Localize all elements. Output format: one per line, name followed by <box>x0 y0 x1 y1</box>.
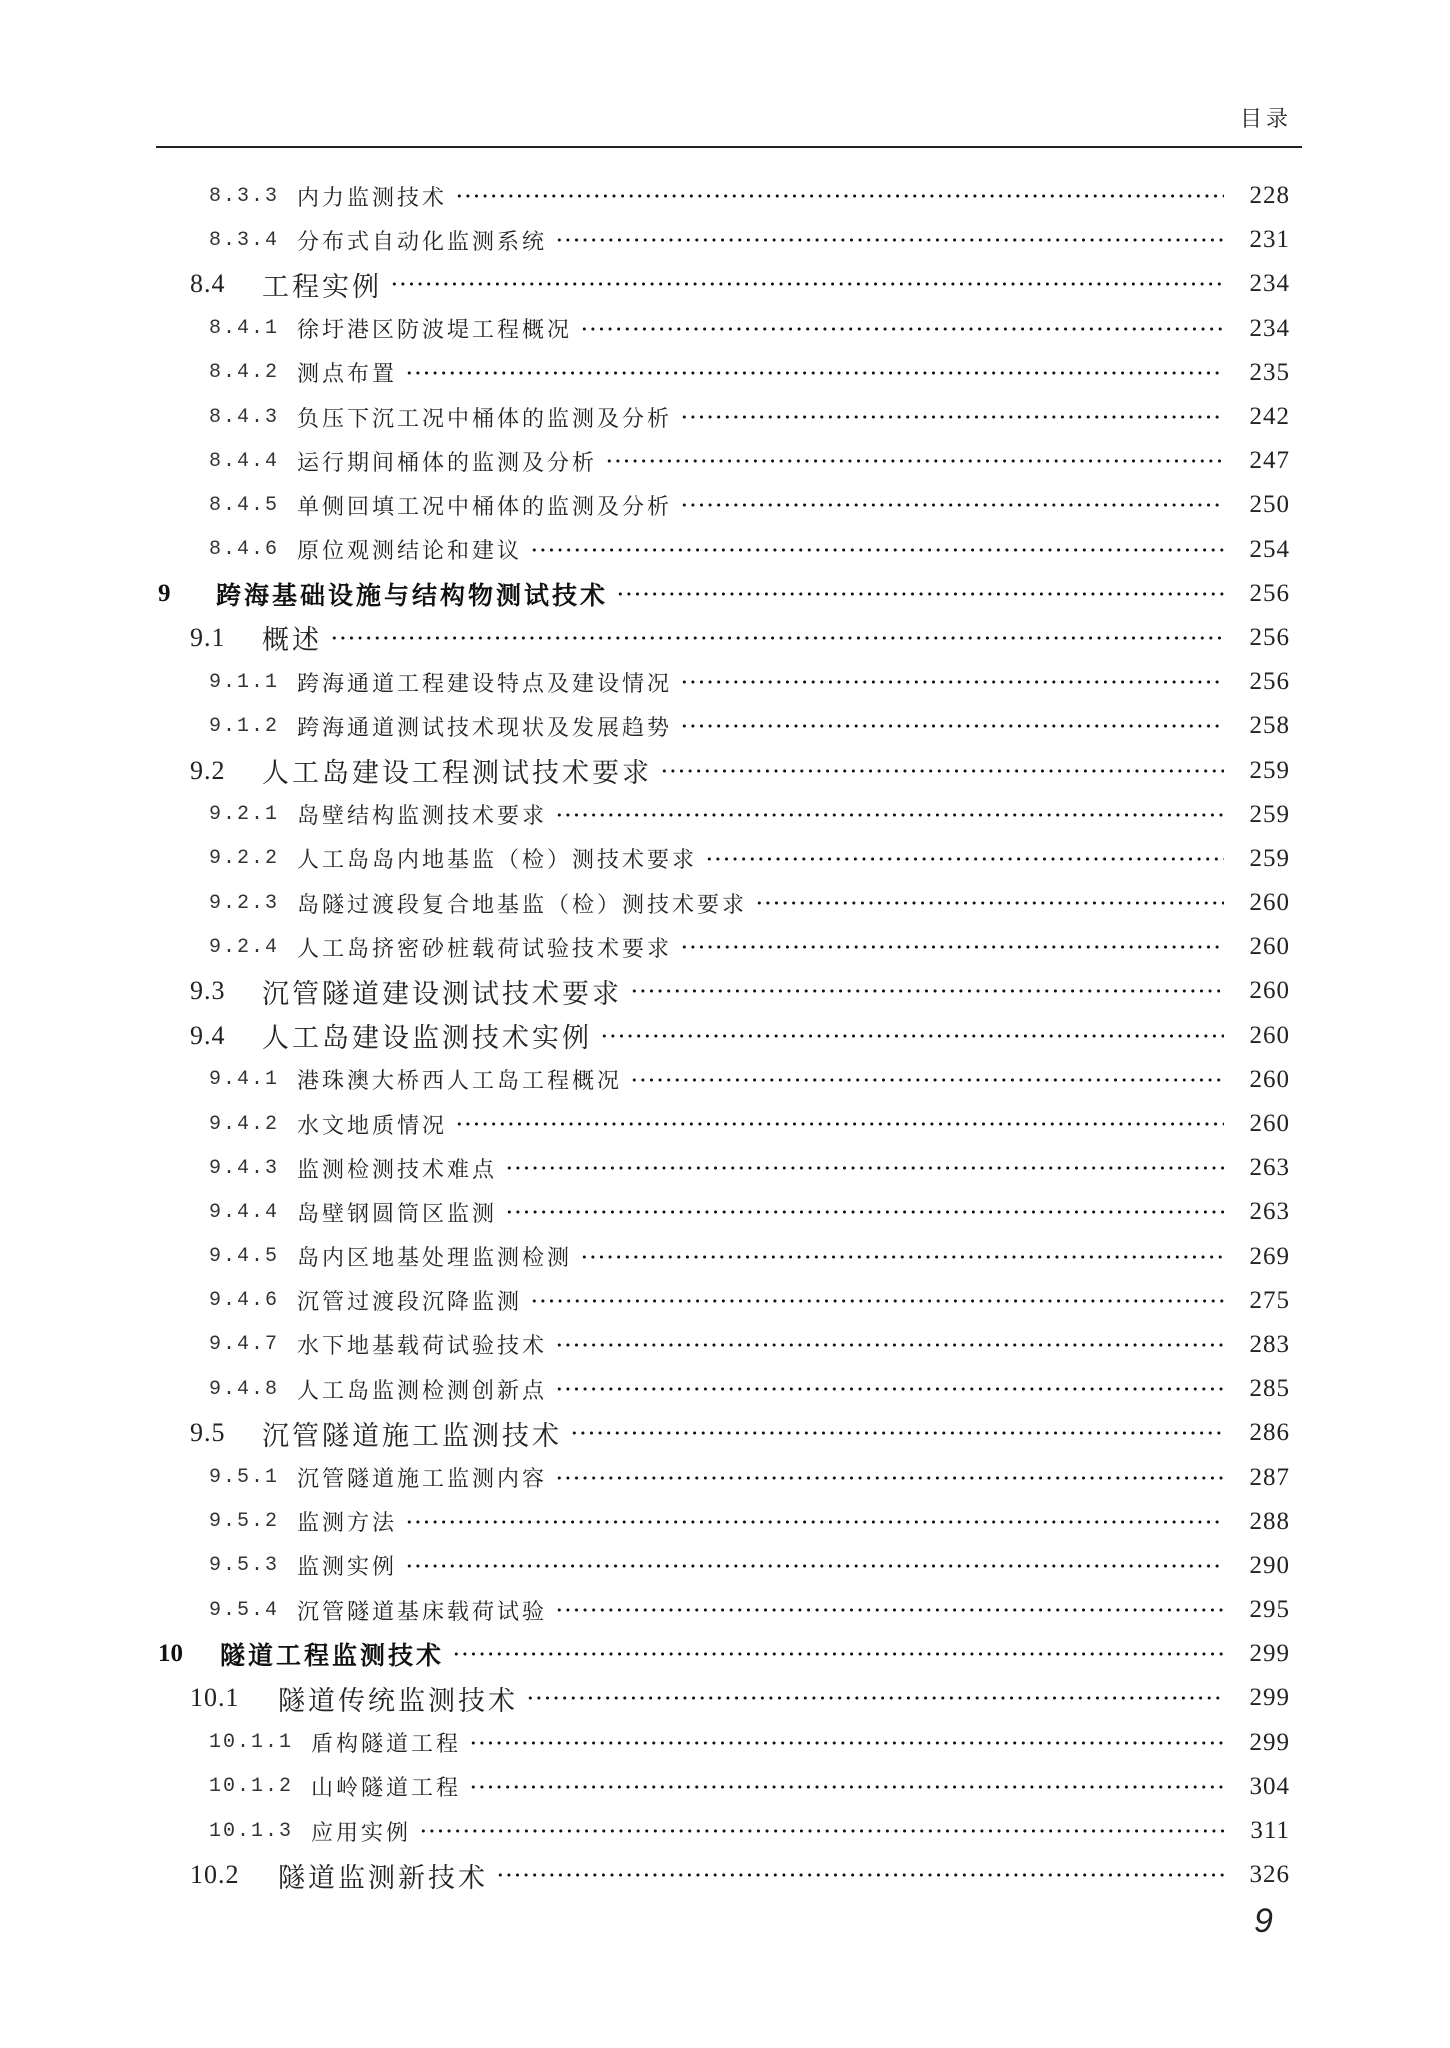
toc-entry-title: 盾构隧道工程 <box>311 1732 462 1758</box>
toc-entry-page: 286 <box>1249 1419 1290 1447</box>
toc-entry-page: 263 <box>1249 1154 1290 1182</box>
toc-entry-page: 228 <box>1249 182 1290 210</box>
toc-entry-number: 9.4.8 <box>209 1377 280 1401</box>
toc-subsection-entry[interactable] <box>0 1146 1450 1190</box>
toc-entry-number: 8.3.4 <box>209 228 280 252</box>
toc-entry-title: 山岭隧道工程 <box>311 1776 462 1802</box>
toc-entry-title: 分布式自动化监测系统 <box>297 229 548 255</box>
dot-leader <box>580 324 1224 334</box>
toc-entry-title: 工程实例 <box>262 271 382 303</box>
toc-entry-title: 隧道工程监测技术 <box>220 1641 445 1671</box>
running-header-title: 目录 <box>1239 107 1292 132</box>
toc-entry-title: 跨海基础设施与结构物测试技术 <box>216 580 609 610</box>
toc-entry-page: 256 <box>1249 579 1290 607</box>
dot-leader <box>555 1384 1224 1394</box>
toc-entry-title: 水下地基载荷试验技术 <box>297 1334 548 1360</box>
toc-entry-number: 9.4.1 <box>209 1068 280 1092</box>
toc-entry-number: 8.4.1 <box>209 317 280 341</box>
toc-subsection-entry[interactable] <box>0 1588 1450 1632</box>
toc-entry-page: 235 <box>1249 358 1290 386</box>
toc-entry-number: 10.1.1 <box>209 1731 294 1755</box>
toc-entry-number: 9 <box>158 579 171 607</box>
dot-leader <box>755 898 1224 908</box>
toc-entry-title: 沉管过渡段沉降监测 <box>297 1290 523 1316</box>
toc-entry-number: 9.4.5 <box>209 1245 280 1269</box>
toc-entry-page: 299 <box>1249 1728 1290 1756</box>
toc-section-entry[interactable] <box>0 1411 1450 1455</box>
toc-section-entry[interactable] <box>0 1676 1450 1720</box>
dot-leader <box>405 1561 1224 1571</box>
toc-entry-number: 9.1.2 <box>209 714 280 738</box>
toc-subsection-entry[interactable] <box>0 1235 1450 1279</box>
toc-entry-page: 260 <box>1249 889 1290 917</box>
toc-entry-number: 8.4 <box>190 269 226 299</box>
toc-subsection-entry[interactable] <box>0 439 1450 483</box>
toc-subsection-entry[interactable] <box>0 395 1450 439</box>
toc-entry-number: 8.3.3 <box>209 184 280 208</box>
toc-entry-page: 326 <box>1249 1861 1290 1889</box>
toc-chapter-entry[interactable] <box>0 1632 1450 1676</box>
dot-leader <box>555 1473 1224 1483</box>
toc-entry-page: 260 <box>1249 977 1290 1005</box>
dot-leader <box>455 191 1224 201</box>
toc-subsection-entry[interactable] <box>0 528 1450 572</box>
toc-entry-title: 隧道传统监测技术 <box>278 1685 518 1717</box>
toc-entry-number: 10 <box>158 1640 183 1668</box>
toc-entry-number: 9.5 <box>190 1418 226 1448</box>
toc-entry-title: 人工岛监测检测创新点 <box>297 1378 548 1404</box>
dot-leader <box>630 986 1224 996</box>
toc-subsection-entry[interactable] <box>0 351 1450 395</box>
toc-subsection-entry[interactable] <box>0 1500 1450 1544</box>
toc-entry-number: 9.2.4 <box>209 935 280 959</box>
toc-entry-page: 269 <box>1249 1242 1290 1270</box>
toc-entry-title: 测点布置 <box>297 362 398 388</box>
dot-leader <box>505 1207 1224 1217</box>
dot-leader <box>630 1075 1224 1085</box>
dot-leader <box>405 368 1224 378</box>
toc-section-entry[interactable] <box>0 969 1450 1013</box>
toc-subsection-entry[interactable] <box>0 1809 1450 1853</box>
toc-entry-number: 9.4.4 <box>209 1200 280 1224</box>
dot-leader <box>680 500 1224 510</box>
toc-subsection-entry[interactable] <box>0 1323 1450 1367</box>
toc-entry-number: 10.1 <box>190 1683 240 1713</box>
toc-entry-page: 299 <box>1249 1684 1290 1712</box>
toc-entry-title: 内力监测技术 <box>297 185 448 211</box>
toc-subsection-entry[interactable] <box>0 1455 1450 1499</box>
dot-leader <box>469 1782 1224 1792</box>
toc-entry-number: 9.5.4 <box>209 1598 280 1622</box>
dot-leader <box>600 1031 1224 1041</box>
toc-entry-page: 260 <box>1249 933 1290 961</box>
toc-subsection-entry[interactable] <box>0 1279 1450 1323</box>
toc-entry-title: 沉管隧道建设测试技术要求 <box>262 978 622 1010</box>
toc-entry-page: 258 <box>1249 712 1290 740</box>
toc-entry-title: 岛壁钢圆筒区监测 <box>297 1201 498 1227</box>
dot-leader <box>405 1517 1224 1527</box>
toc-entry-page: 290 <box>1249 1551 1290 1579</box>
toc-subsection-entry[interactable] <box>0 483 1450 527</box>
toc-entry-title: 港珠澳大桥西人工岛工程概况 <box>297 1069 623 1095</box>
toc-entry-page: 234 <box>1249 270 1290 298</box>
toc-entry-number: 9.2 <box>190 755 226 785</box>
dot-leader <box>455 1119 1224 1129</box>
dot-leader <box>452 1649 1224 1659</box>
dot-leader <box>680 412 1224 422</box>
toc-entry-number: 9.1.1 <box>209 670 280 694</box>
toc-subsection-entry[interactable] <box>0 1721 1450 1765</box>
dot-leader <box>530 1296 1224 1306</box>
toc-subsection-entry[interactable] <box>0 1058 1450 1102</box>
page-number: 9 <box>1254 1902 1273 1940</box>
toc-entry-number: 10.1.3 <box>209 1819 294 1843</box>
dot-leader <box>580 1252 1224 1262</box>
toc-subsection-entry[interactable] <box>0 218 1450 262</box>
toc-entry-page: 259 <box>1249 756 1290 784</box>
toc-entry-number: 8.4.2 <box>209 361 280 385</box>
dot-leader <box>660 766 1224 776</box>
toc-entry-page: 295 <box>1249 1596 1290 1624</box>
toc-subsection-entry[interactable] <box>0 793 1450 837</box>
toc-entry-title: 监测检测技术难点 <box>297 1157 498 1183</box>
toc-entry-page: 287 <box>1249 1463 1290 1491</box>
dot-leader <box>530 545 1224 555</box>
toc-entry-number: 8.4.5 <box>209 493 280 517</box>
toc-entry-number: 9.4.6 <box>209 1289 280 1313</box>
toc-entry-number: 9.2.3 <box>209 891 280 915</box>
toc-subsection-entry[interactable] <box>0 837 1450 881</box>
toc-entry-page: 260 <box>1249 1110 1290 1138</box>
toc-subsection-entry[interactable] <box>0 174 1450 218</box>
toc-entry-number: 9.4.7 <box>209 1333 280 1357</box>
toc-entry-page: 247 <box>1249 447 1290 475</box>
toc-entry-title: 沉管隧道施工监测内容 <box>297 1467 548 1493</box>
toc-entry-number: 9.4.2 <box>209 1112 280 1136</box>
toc-section-entry[interactable] <box>0 616 1450 660</box>
toc-section-entry[interactable] <box>0 748 1450 792</box>
dot-leader <box>680 721 1224 731</box>
toc-subsection-entry[interactable] <box>0 881 1450 925</box>
toc-subsection-entry[interactable] <box>0 1102 1450 1146</box>
toc-entry-number: 9.2.1 <box>209 803 280 827</box>
toc-entry-page: 242 <box>1249 403 1290 431</box>
toc-entry-page: 285 <box>1249 1375 1290 1403</box>
toc-entry-number: 8.4.6 <box>209 538 280 562</box>
dot-leader <box>605 456 1224 466</box>
toc-entry-title: 监测方法 <box>297 1511 398 1537</box>
toc-entry-title: 人工岛挤密砂桩载荷试验技术要求 <box>297 936 673 962</box>
toc-entry-page: 304 <box>1249 1772 1290 1800</box>
toc-entry-number: 9.5.2 <box>209 1510 280 1534</box>
toc-entry-page: 259 <box>1249 800 1290 828</box>
toc-entry-title: 沉管隧道基床载荷试验 <box>297 1599 548 1625</box>
toc-entry-title: 水文地质情况 <box>297 1113 448 1139</box>
toc-entry-number: 9.4 <box>190 1020 226 1050</box>
toc-subsection-entry[interactable] <box>0 1190 1450 1234</box>
toc-entry-title: 跨海通道测试技术现状及发展趋势 <box>297 715 673 741</box>
toc-entry-page: 260 <box>1249 1021 1290 1049</box>
dot-leader <box>616 589 1224 599</box>
toc-entry-page: 283 <box>1249 1330 1290 1358</box>
toc-entry-number: 9.2.2 <box>209 847 280 871</box>
header-divider <box>156 146 1302 148</box>
toc-entry-page: 256 <box>1249 668 1290 696</box>
toc-subsection-entry[interactable] <box>0 1765 1450 1809</box>
toc-subsection-entry[interactable] <box>0 704 1450 748</box>
toc-entry-number: 9.5.1 <box>209 1466 280 1490</box>
toc-entry-page: 256 <box>1249 623 1290 651</box>
toc-entry-title: 单侧回填工况中桶体的监测及分析 <box>297 494 673 520</box>
toc-entry-title: 监测实例 <box>297 1555 398 1581</box>
toc-subsection-entry[interactable] <box>0 307 1450 351</box>
toc-section-entry[interactable] <box>0 1853 1450 1897</box>
toc-entry-title: 沉管隧道施工监测技术 <box>262 1420 562 1452</box>
dot-leader <box>505 1163 1224 1173</box>
toc-entry-title: 岛壁结构监测技术要求 <box>297 804 548 830</box>
table-of-contents <box>0 174 1450 1897</box>
toc-entry-title: 运行期间桶体的监测及分析 <box>297 450 598 476</box>
dot-leader <box>526 1693 1224 1703</box>
toc-entry-number: 9.4.3 <box>209 1156 280 1180</box>
dot-leader <box>680 942 1224 952</box>
dot-leader <box>555 1340 1224 1350</box>
toc-subsection-entry[interactable] <box>0 660 1450 704</box>
toc-entry-page: 311 <box>1250 1817 1290 1845</box>
toc-entry-title: 徐圩港区防波堤工程概况 <box>297 318 573 344</box>
dot-leader <box>330 633 1224 643</box>
dot-leader <box>419 1826 1224 1836</box>
toc-subsection-entry[interactable] <box>0 925 1450 969</box>
toc-entry-title: 应用实例 <box>311 1820 412 1846</box>
toc-entry-number: 9.1 <box>190 622 226 652</box>
toc-subsection-entry[interactable] <box>0 1544 1450 1588</box>
toc-chapter-entry[interactable] <box>0 572 1450 616</box>
toc-entry-title: 跨海通道工程建设特点及建设情况 <box>297 671 673 697</box>
toc-entry-page: 263 <box>1249 1198 1290 1226</box>
toc-entry-page: 299 <box>1249 1640 1290 1668</box>
toc-entry-number: 9.3 <box>190 976 226 1006</box>
toc-entry-title: 原位观测结论和建议 <box>297 539 523 565</box>
toc-entry-page: 260 <box>1249 1065 1290 1093</box>
toc-entry-number: 9.5.3 <box>209 1554 280 1578</box>
toc-entry-page: 259 <box>1249 844 1290 872</box>
toc-entry-page: 275 <box>1249 1286 1290 1314</box>
toc-entry-page: 254 <box>1249 535 1290 563</box>
toc-entry-page: 250 <box>1249 491 1290 519</box>
toc-entry-page: 234 <box>1249 314 1290 342</box>
toc-entry-number: 8.4.3 <box>209 405 280 429</box>
dot-leader <box>555 235 1224 245</box>
toc-entry-page: 231 <box>1249 226 1290 254</box>
toc-subsection-entry[interactable] <box>0 1367 1450 1411</box>
dot-leader <box>390 279 1224 289</box>
toc-entry-title: 人工岛建设工程测试技术要求 <box>262 758 652 790</box>
toc-section-entry[interactable] <box>0 262 1450 306</box>
dot-leader <box>555 810 1224 820</box>
toc-entry-title: 人工岛岛内地基监（检）测技术要求 <box>297 848 698 874</box>
toc-entry-title: 岛内区地基处理监测检测 <box>297 1246 573 1272</box>
toc-entry-number: 10.1.2 <box>209 1775 294 1799</box>
dot-leader <box>570 1428 1224 1438</box>
toc-entry-title: 概述 <box>262 625 322 657</box>
toc-entry-title: 负压下沉工况中桶体的监测及分析 <box>297 406 673 432</box>
dot-leader <box>496 1870 1224 1880</box>
toc-entry-title: 人工岛建设监测技术实例 <box>262 1023 592 1055</box>
dot-leader <box>555 1605 1224 1615</box>
toc-entry-title: 岛隧过渡段复合地基监（检）测技术要求 <box>297 892 748 918</box>
dot-leader <box>680 677 1224 687</box>
toc-entry-number: 10.2 <box>190 1860 240 1890</box>
toc-entry-page: 288 <box>1249 1507 1290 1535</box>
toc-entry-title: 隧道监测新技术 <box>278 1862 488 1894</box>
toc-entry-number: 8.4.4 <box>209 449 280 473</box>
dot-leader <box>469 1738 1224 1748</box>
dot-leader <box>705 854 1224 864</box>
toc-section-entry[interactable] <box>0 1014 1450 1058</box>
